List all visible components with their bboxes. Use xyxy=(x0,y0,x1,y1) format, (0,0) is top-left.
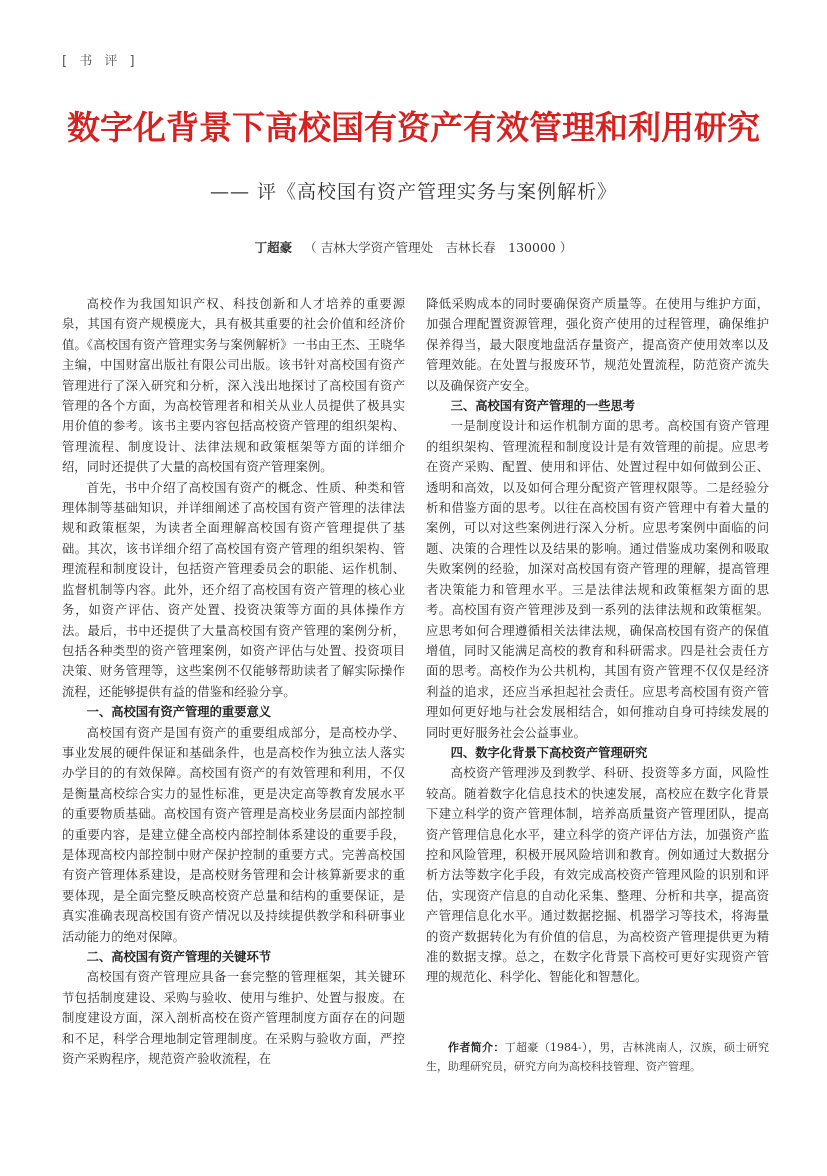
right-column xyxy=(426,294,769,988)
left-column xyxy=(62,294,405,1069)
author-bio-text: 丁超豪（1984-），男，吉林洮南人，汉族，硕士研究生，助理研究员，研究方向为高校科技管理、资产管理。 xyxy=(426,1041,770,1073)
author-bio-label: 作者简介： xyxy=(448,1041,505,1054)
section-heading: 四、数字化背景下高校资产管理研究 xyxy=(450,745,648,760)
paragraph: 高校国有资产是国有资产的重要组成部分，是高校办学、事业发展的硬件保证和基础条件，也是高校作为独立法人落实办学目的的有效保障。高校国有资产的有效管理和利用，不仅是衡量高校综合实力的显性标准，更是决定高等教育发展水平的重要物质基础。高校国有资产管理是高校业务层面内部控制的重要内容，是建立健全高校内部控制体系建设的重要手段，是体现高校内部控制中财产保护控制的重要方式。完善高校国有资产管理体系建设，是高校财务管理和会计核算新要求的重要体现，是全面完整反映高校资产总量和结构的重要保证，是真实准确表现高校国有资产情况以及持续提供教学和科研事业活动能力的绝对保障。 xyxy=(62,725,405,944)
paragraph: 一是制度设计和运作机制方面的思考。高校国有资产管理的组织架构、管理流程和制度设计是有效管理的前提。应思考在资产采购、配置、使用和评估、处置过程中如何做到公正、透明和高效，以及如何合理分配资产管理权限等。二是经验分析和借鉴方面的思考。以往在高校国有资产管理中有着大量的案例，可以对这些案例进行深入分析。应思考案例中面临的问题、决策的合理性以及结果的影响。通过借鉴成功案例和吸取失败案例的经验，加深对高校国有资产管理的理解，提高管理者决策能力和管理水平。三是法律法规和政策框架方面的思考。高校国有资产管理涉及到一系列的法律法规和政策框架。应思考如何合理遵循相关法律法规，确保高校国有资产的保值增值，同时又能满足高校的教育和科研需求。四是社会责任方面的思考。高校作为公共机构，其国有资产管理不仅仅是经济利益的追求，还应当承担起社会责任。应思考高校国有资产管理如何更好地与社会发展相结合，如何推动自身可持续发展的同时更好服务社会公益事业。 xyxy=(426,419,769,740)
paragraph: 高校国有资产管理应具备一套完整的管理框架，其关键环节包括制度建设、采购与验收、使用与维护、处置与报废。在制度建设方面，深入剖析高校在资产管理制度方面存在的问题和不足，科学合理地制定管理制度。在采购与验收方面，严控资产采购程序，规范资产验收流程，在 xyxy=(62,970,405,1067)
section-heading: 三、高校国有资产管理的一些思考 xyxy=(450,399,636,414)
article-subtitle: —— 评《高校国有资产管理实务与案例解析》 xyxy=(209,181,618,203)
section-heading: 二、高校国有资产管理的关键环节 xyxy=(86,950,272,964)
author-name: 丁超豪 xyxy=(254,240,293,255)
author-line xyxy=(0,238,827,256)
column-tag: [ 书 评 ] xyxy=(62,54,139,69)
section-heading: 一、高校国有资产管理的重要意义 xyxy=(86,705,272,720)
paragraph: 首先，书中介绍了高校国有资产的概念、性质、种类和管理体制等基础知识，并详细阐述了高校国有资产管理的法律法规和政策框架，为读者全面理解高校国有资产管理提供了基础。其次，该书详细介绍了高校国有资产管理的组织架构、管理流程和制度设计，包括资产管理委员会的职能、运作机制、监督机制等内容。此外，还介绍了高校国有资产管理的核心业务，如资产评估、资产处置、投资决策等方面的具体操作方法。最后，书中还提供了大量高校国有资产管理的案例分析，包括各种类型的资产管理案例，如资产评估与处置、投资项目决策、财务管理等，这些案例不仅能够帮助读者了解实际操作流程，还能够提供有益的借鉴和经验分享。 xyxy=(62,480,405,699)
article-title: 数字化背景下高校国有资产有效管理和利用研究 xyxy=(67,108,760,147)
paragraph: 高校作为我国知识产权、科技创新和人才培养的重要源泉，其国有资产规模庞大，具有极其重要的社会价值和经济价值。《高校国有资产管理实务与案例解析》一书由王杰、王晓华主编，中国财富出版社有限公司出版。该书针对高校国有资产管理进行了深入研究和分析，深入浅出地探讨了高校国有资产管理的各个方面，为高校管理者和相关从业人员提供了极具实用价值的参考。该书主要内容包括高校资产管理的组织架构、管理流程、制度设计、法律法规和政策框架等方面的详细介绍，同时还提供了大量的高校国有资产管理案例。 xyxy=(62,297,405,475)
paragraph: 降低采购成本的同时要确保资产质量等。在使用与维护方面，加强合理配置资源管理，强化资产使用的过程管理，确保维护保养得当，最大限度地盘活存量资产，提高资产使用效率以及管理效能。在处置与报废环节，规范处置流程，防范资产流失以及确保资产安全。 xyxy=(426,297,769,393)
author-affiliation: （ 吉林大学资产管理处 吉林长春 130000 ） xyxy=(304,240,573,255)
author-bio xyxy=(426,1038,769,1076)
paragraph: 高校资产管理涉及到教学、科研、投资等多方面，风险性较高。随着数字化信息技术的快速发展，高校应在数字化背景下建立科学的资产管理体制，培养高质量资产管理团队，提高资产管理信息化水平，建立科学的资产评估方法，加强资产监控和风险管理，积极开展风险培训和教育。例如通过大数据分析方法等数字化手段，有效完成高校资产管理风险的识别和评估，实现资产信息的自动化采集、整理、分析和共享，提高资产管理信息化水平。通过数据挖掘、机器学习等技术，将海量的资产数据转化为有价值的信息，为高校资产管理提供更为精准的数据支撑。总之，在数字化背景下高校可更好实现资产管理的规范化、科学化、智能化和智慧化。 xyxy=(426,766,769,985)
